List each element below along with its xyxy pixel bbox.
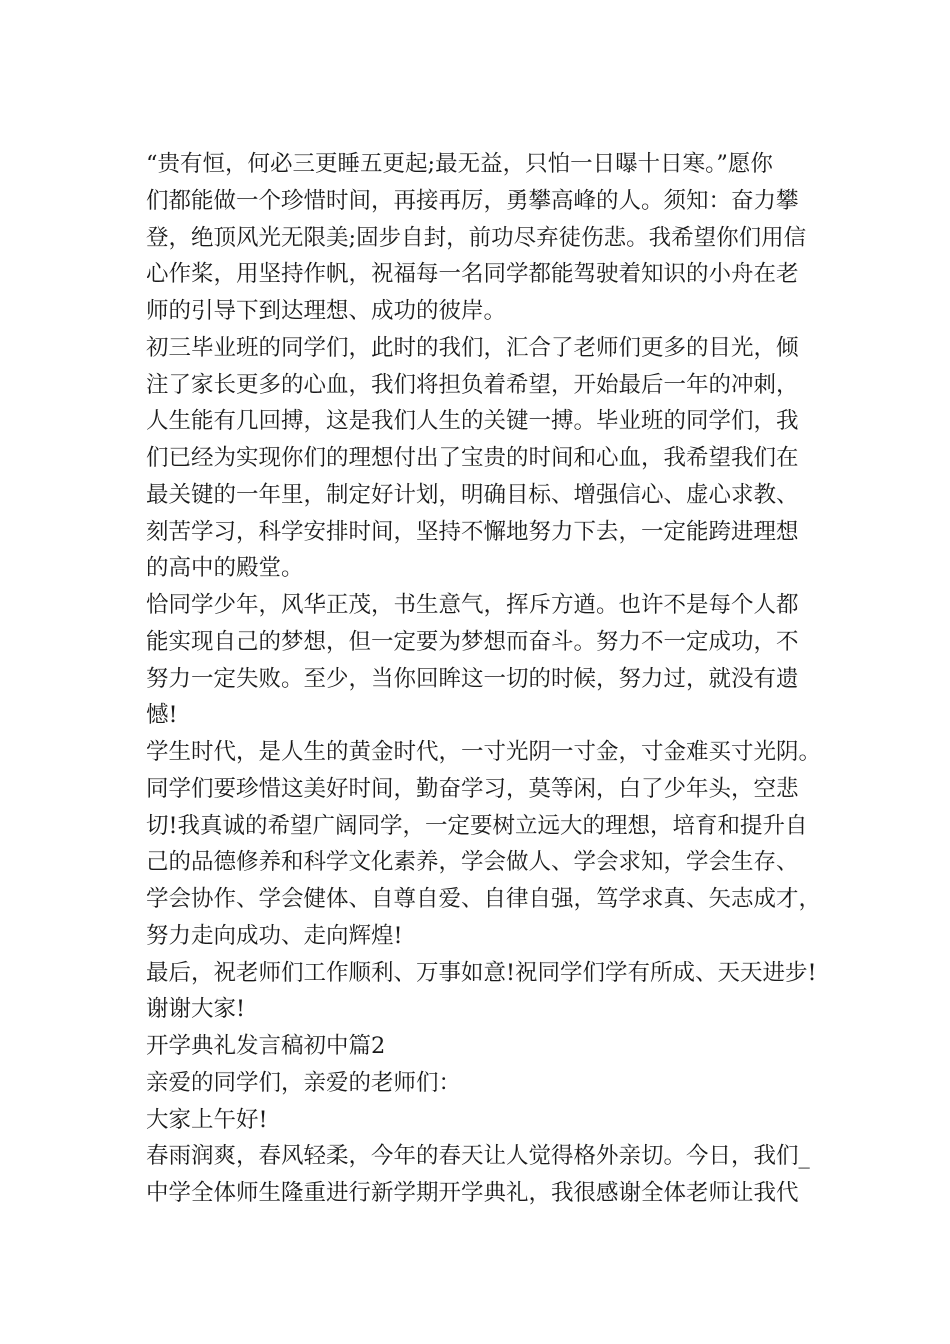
text-line: 师的引导下到达理想、成功的彼岸。 xyxy=(146,298,507,324)
text-line: 同学们要珍惜这美好时间，勤奋学习，莫等闲，白了少年头，空悲 xyxy=(146,775,799,802)
text-line: 春雨润爽，春风轻柔，今年的春天让人觉得格外亲切。今日，我们_ xyxy=(146,1143,810,1170)
text-line: 中学全体师生隆重进行新学期开学典礼，我很感谢全体老师让我代 xyxy=(146,1180,799,1206)
text-line: 能实现自己的梦想，但一定要为梦想而奋斗。努力不一定成功，不 xyxy=(146,628,799,655)
text-line: 们都能做一个珍惜时间，再接再厉，勇攀高峰的人。须知：奋力攀 xyxy=(146,187,799,214)
greeting: 大家上午好! xyxy=(146,1106,268,1133)
document-body xyxy=(146,146,836,1212)
section-heading: 开学典礼发言稿初中篇2 xyxy=(146,1033,386,1059)
text-line: 努力一定失败。至少，当你回眸这一切的时候，努力过，就没有遗 xyxy=(146,665,799,692)
salutation: 亲爱的同学们，亲爱的老师们： xyxy=(146,1069,462,1096)
text-line: 刻苦学习，科学安排时间，坚持不懈地努力下去，一定能跨进理想 xyxy=(146,518,799,545)
text-line: 初三毕业班的同学们，此时的我们，汇合了老师们更多的目光，倾 xyxy=(146,334,799,361)
text-line: 己的品德修养和科学文化素养，学会做人、学会求知，学会生存、 xyxy=(146,849,799,876)
text-line: 的高中的殿堂。 xyxy=(146,555,304,582)
text-line: 学会协作、学会健体、自尊自爱、自律自强，笃学求真、矢志成才， xyxy=(146,886,822,912)
text-line: 最后，祝老师们工作顺利、万事如意!祝同学们学有所成、天天进步! xyxy=(146,959,817,986)
text-line: 最关键的一年里，制定好计划，明确目标、增强信心、虚心求教、 xyxy=(146,481,799,508)
text-line: 憾! xyxy=(146,702,178,729)
text-line: 登，绝顶风光无限美;固步自封，前功尽弃徒伤悲。我希望你们用信 xyxy=(146,224,807,251)
text-line: 心作桨，用坚持作帆，祝福每一名同学都能驾驶着知识的小舟在老 xyxy=(146,261,799,288)
text-line: 人生能有几回搏，这是我们人生的关键一搏。毕业班的同学们，我 xyxy=(146,408,799,435)
text-line: 恰同学少年，风华正茂，书生意气，挥斥方遒。也许不是每个人都 xyxy=(146,592,799,618)
text-line: 学生时代，是人生的黄金时代，一寸光阴一寸金，寸金难买寸光阴。 xyxy=(146,739,822,765)
text-line: 谢谢大家! xyxy=(146,996,246,1023)
text-line: 注了家长更多的心血，我们将担负着希望，开始最后一年的冲刺， xyxy=(146,371,799,398)
text-line: 们已经为实现你们的理想付出了宝贵的时间和心血，我希望我们在 xyxy=(146,445,799,471)
text-line: “贵有恒，何必三更睡五更起;最无益，只怕一日曝十日寒。”愿你 xyxy=(146,151,773,177)
text-line: 切!我真诚的希望广阔同学，一定要树立远大的理想，培育和提升自 xyxy=(146,812,808,839)
text-line: 努力走向成功、走向辉煌! xyxy=(146,922,403,949)
